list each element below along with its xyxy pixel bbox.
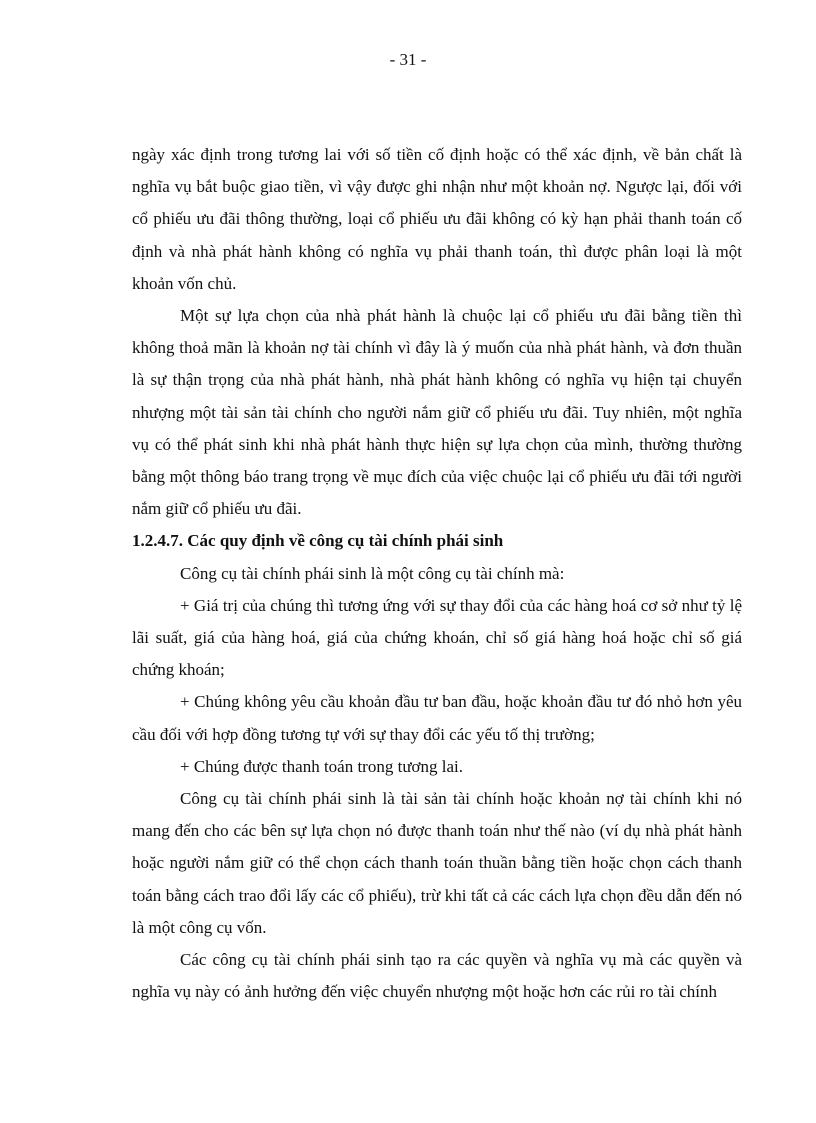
section-heading: 1.2.4.7. Các quy định về công cụ tài chính phái sinh: [132, 531, 504, 551]
list-item-value-change: + Giá trị của chúng thì tương ứng với sự thay đổi của các hàng hoá cơ sở như tỷ lệ lãi suất, giá của hàng hoá, giá của chứng khoán, chỉ số giá hàng hoá hoặc chỉ số giá chứng khoán;: [132, 595, 742, 680]
page-body: [132, 139, 742, 1008]
page-number: - 31 -: [389, 50, 427, 69]
paragraph-derivative-definition: Công cụ tài chính phái sinh là một công cụ tài chính mà:: [180, 563, 565, 583]
list-item-future-settlement: + Chúng được thanh toán trong tương lai.: [180, 756, 464, 776]
paragraph-settlement-choice: Công cụ tài chính phái sinh là tài sản tài chính hoặc khoản nợ tài chính khi nó mang đến cho các bên sự lựa chọn nó được thanh toán như thế nào (ví dụ nhà phát hành hoặc người nắm giữ có thể chọn cách thanh toán thuần bằng tiền hoặc chọn cách thanh toán bằng cách trao đổi lấy các cổ phiếu), trừ khi tất cả các cách lựa chọn đều dẫn đến nó là một công cụ vốn.: [132, 789, 742, 937]
paragraph-redemption-option: Một sự lựa chọn của nhà phát hành là chuộc lại cổ phiếu ưu đãi bằng tiền thì không thoả mãn là khoản nợ tài chính vì đây là ý muốn của nhà phát hành, và đơn thuần là sự thận trọng của nhà phát hành, nhà phát hành không có nghĩa vụ hiện tại chuyển nhượng một tài sản tài chính cho người nắm giữ cổ phiếu ưu đãi. Tuy nhiên, một nghĩa vụ có thể phát sinh khi nhà phát hành thực hiện sự lựa chọn của mình, thường thường bằng một thông báo trang trọng về mục đích của việc chuộc lại cổ phiếu ưu đãi tới người nắm giữ cổ phiếu ưu đãi.: [132, 306, 742, 519]
list-item-no-initial-investment: + Chúng không yêu cầu khoản đầu tư ban đầu, hoặc khoản đầu tư đó nhỏ hơn yêu cầu đối với hợp đồng tương tự với sự thay đổi các yếu tố thị trường;: [132, 692, 742, 744]
paragraph-rights-obligations: Các công cụ tài chính phái sinh tạo ra các quyền và nghĩa vụ mà các quyền và nghĩa vụ này có ảnh hưởng đến việc chuyển nhượng một hoặc hơn các rủi ro tài chính: [132, 950, 742, 1002]
paragraph-continued: ngày xác định trong tương lai với số tiền cố định hoặc có thể xác định, về bản chất là nghĩa vụ bắt buộc giao tiền, vì vậy được ghi nhận như một khoản nợ. Ngược lại, đối với cổ phiếu ưu đãi thông thường, loại cổ phiếu ưu đãi không có kỳ hạn phải thanh toán cố định và nhà phát hành không có nghĩa vụ phải thanh toán, thì được phân loại là một khoản vốn chủ.: [132, 145, 742, 293]
